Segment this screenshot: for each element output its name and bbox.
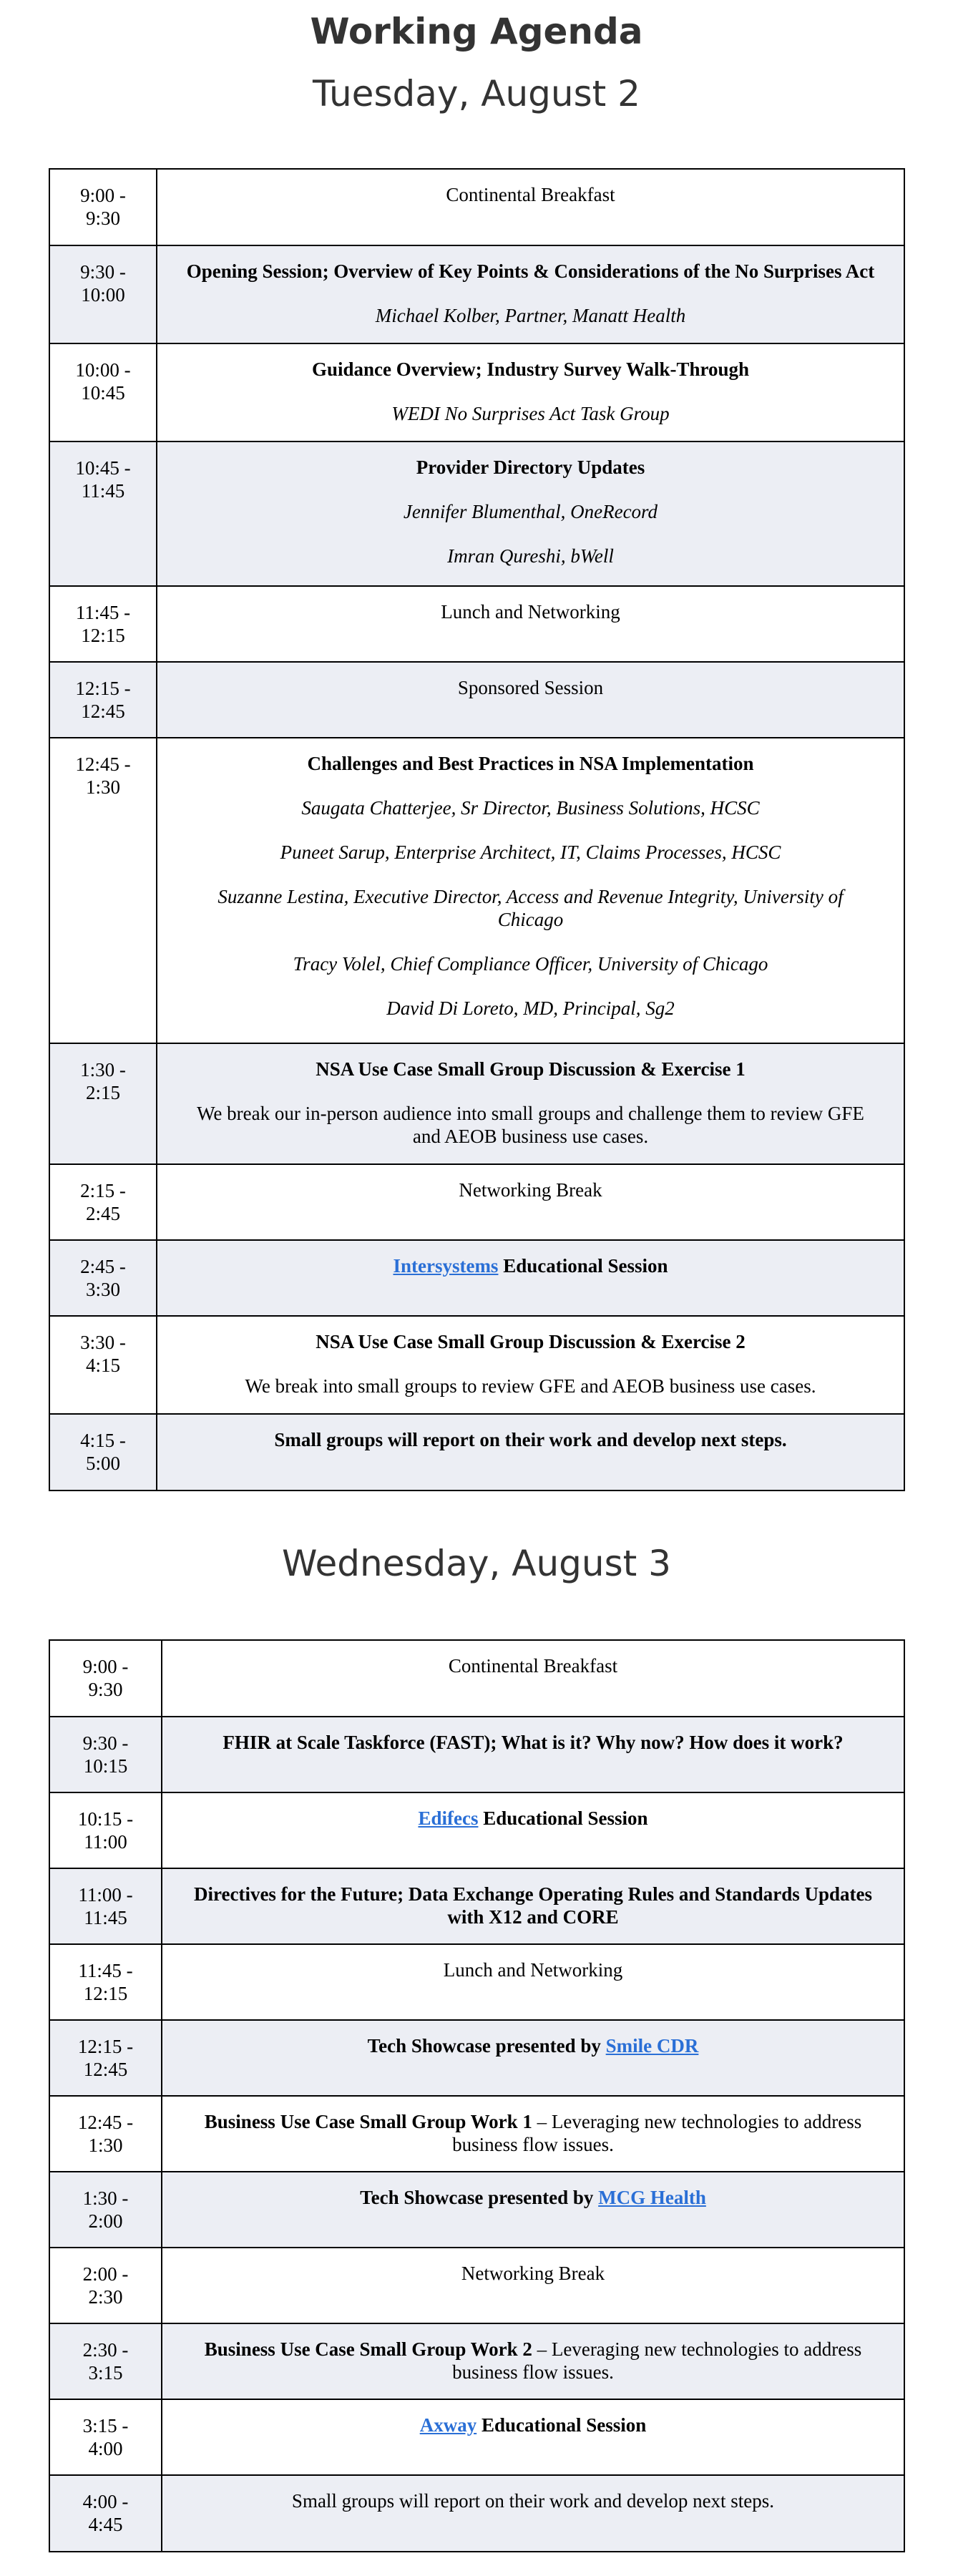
time-cell: 11:45 - 12:15 <box>49 586 157 662</box>
session-title: Small groups will report on their work and develop next steps. <box>291 2490 775 2512</box>
speaker: WEDI No Surprises Act Task Group <box>391 403 670 424</box>
time-cell: 9:00 - 9:30 <box>49 1640 162 1717</box>
session-title: Continental Breakfast <box>448 1655 618 1677</box>
agenda-row <box>49 1640 904 1717</box>
time-cell: 9:00 - 9:30 <box>49 169 157 245</box>
time-cell: 9:30 - 10:00 <box>49 245 157 343</box>
page-title: Working Agenda <box>310 11 643 52</box>
agenda-row <box>49 2248 904 2323</box>
agenda-row <box>49 1944 904 2020</box>
session-cell <box>157 1316 904 1414</box>
agenda-row <box>49 2096 904 2172</box>
session-title: NSA Use Case Small Group Discussion & Exercise 1 <box>316 1058 746 1080</box>
session-cell <box>162 1944 904 2020</box>
session-cell <box>157 1164 904 1240</box>
session-cell <box>157 586 904 662</box>
session-cell <box>162 2475 904 2552</box>
speaker: Tracy Volel, Chief Compliance Officer, University of Chicago <box>293 953 768 975</box>
session-cell <box>162 2020 904 2096</box>
agenda-row <box>49 169 904 245</box>
time-cell: 4:00 - 4:45 <box>49 2475 162 2552</box>
session-title: Business Use Case Small Group Work 1 – Leveraging new technologies to address business flow issues. <box>204 2111 862 2155</box>
agenda-row <box>49 1164 904 1240</box>
agenda-row <box>49 738 904 1043</box>
agenda-row <box>49 1414 904 1491</box>
agenda-row <box>49 662 904 738</box>
time-cell: 2:30 - 3:15 <box>49 2323 162 2399</box>
speaker: Saugata Chatterjee, Sr Director, Business Solutions, HCSC <box>301 797 760 819</box>
session-title: Guidance Overview; Industry Survey Walk-Through <box>311 358 750 380</box>
speaker: Puneet Sarup, Enterprise Architect, IT, Claims Processes, HCSC <box>280 841 781 863</box>
session-title: Intersystems Educational Session <box>393 1255 668 1277</box>
session-cell <box>157 1043 904 1164</box>
time-cell: 12:45 - 1:30 <box>49 738 157 1043</box>
time-cell: 12:45 - 1:30 <box>49 2096 162 2172</box>
agenda-row <box>49 2323 904 2399</box>
time-cell: 2:45 - 3:30 <box>49 1240 157 1316</box>
session-title: Business Use Case Small Group Work 2 – Leveraging new technologies to address business flow issues. <box>204 2338 862 2383</box>
time-cell: 10:00 - 10:45 <box>49 343 157 441</box>
speaker: Imran Qureshi, bWell <box>447 545 614 567</box>
day-heading-tuesday: Tuesday, August 2 <box>313 73 640 114</box>
session-cell <box>157 738 904 1043</box>
agenda-row <box>49 586 904 662</box>
sponsor-link[interactable]: Axway <box>419 2414 477 2436</box>
session-cell <box>157 662 904 738</box>
agenda-row <box>49 1717 904 1792</box>
session-title: Edifecs Educational Session <box>418 1807 648 1829</box>
agenda-row <box>49 2399 904 2475</box>
session-cell <box>162 2248 904 2323</box>
session-title: Lunch and Networking <box>441 601 620 623</box>
session-title: Tech Showcase presented by Smile CDR <box>367 2035 699 2057</box>
time-cell: 3:30 - 4:15 <box>49 1316 157 1414</box>
time-cell: 11:00 - 11:45 <box>49 1868 162 1944</box>
session-title: NSA Use Case Small Group Discussion & Exercise 2 <box>316 1331 746 1352</box>
sponsor-link[interactable]: MCG Health <box>598 2187 706 2208</box>
session-title: Provider Directory Updates <box>416 457 645 478</box>
session-cell <box>157 441 904 586</box>
session-cell <box>157 1240 904 1316</box>
time-cell: 10:15 - 11:00 <box>49 1792 162 1868</box>
agenda-row <box>49 343 904 441</box>
agenda-table-tuesday <box>49 168 905 1491</box>
session-cell <box>157 245 904 343</box>
sponsor-link[interactable]: Smile CDR <box>605 2035 699 2057</box>
time-cell: 1:30 - 2:00 <box>49 2172 162 2248</box>
agenda-row <box>49 1316 904 1414</box>
speaker: Jennifer Blumenthal, OneRecord <box>403 501 658 522</box>
session-cell <box>162 2096 904 2172</box>
session-title: Axway Educational Session <box>419 2414 647 2436</box>
session-cell <box>162 1640 904 1717</box>
agenda-table-wednesday <box>49 1639 905 2552</box>
session-cell <box>162 1792 904 1868</box>
session-cell <box>162 2399 904 2475</box>
speaker: Suzanne Lestina, Executive Director, Access and Revenue Integrity, University of Chicago <box>218 886 844 930</box>
time-cell: 12:15 - 12:45 <box>49 662 157 738</box>
time-cell: 12:15 - 12:45 <box>49 2020 162 2096</box>
time-cell: 11:45 - 12:15 <box>49 1944 162 2020</box>
session-title: Directives for the Future; Data Exchange Operating Rules and Standards Updates with X12 and CORE <box>193 1883 872 1928</box>
agenda-row <box>49 1043 904 1164</box>
session-cell <box>162 2323 904 2399</box>
sponsor-link[interactable]: Edifecs <box>418 1807 479 1829</box>
agenda-row <box>49 2172 904 2248</box>
session-title: Challenges and Best Practices in NSA Implementation <box>307 753 754 774</box>
session-title: Tech Showcase presented by MCG Health <box>360 2187 706 2208</box>
agenda-row <box>49 245 904 343</box>
session-cell <box>157 1414 904 1491</box>
session-description: We break into small groups to review GFE and AEOB business use cases. <box>245 1375 816 1397</box>
time-cell: 9:30 - 10:15 <box>49 1717 162 1792</box>
session-title: Networking Break <box>459 1179 602 1201</box>
time-cell: 3:15 - 4:00 <box>49 2399 162 2475</box>
session-cell <box>162 1868 904 1944</box>
session-cell <box>157 169 904 245</box>
speaker: Michael Kolber, Partner, Manatt Health <box>375 305 686 326</box>
session-description: We break our in-person audience into small groups and challenge them to review GFE and AEOB business use cases. <box>197 1103 864 1147</box>
day-heading-wednesday: Wednesday, August 3 <box>282 1543 671 1584</box>
session-title: FHIR at Scale Taskforce (FAST); What is it? Why now? How does it work? <box>223 1732 844 1753</box>
session-cell <box>157 343 904 441</box>
agenda-row <box>49 1868 904 1944</box>
time-cell: 4:15 - 5:00 <box>49 1414 157 1491</box>
session-title: Lunch and Networking <box>443 1959 623 1981</box>
agenda-row <box>49 2475 904 2552</box>
agenda-row <box>49 1792 904 1868</box>
session-title: Opening Session; Overview of Key Points & Considerations of the No Surprises Act <box>186 260 875 282</box>
session-title: Continental Breakfast <box>446 184 615 205</box>
session-cell <box>162 1717 904 1792</box>
sponsor-link[interactable]: Intersystems <box>393 1255 499 1277</box>
session-title: Sponsored Session <box>457 677 604 698</box>
session-cell <box>162 2172 904 2248</box>
time-cell: 2:15 - 2:45 <box>49 1164 157 1240</box>
agenda-row <box>49 2020 904 2096</box>
agenda-row <box>49 1240 904 1316</box>
time-cell: 2:00 - 2:30 <box>49 2248 162 2323</box>
session-title: Networking Break <box>461 2263 605 2284</box>
speaker: David Di Loreto, MD, Principal, Sg2 <box>386 997 675 1019</box>
agenda-row <box>49 441 904 586</box>
time-cell: 1:30 - 2:15 <box>49 1043 157 1164</box>
time-cell: 10:45 - 11:45 <box>49 441 157 586</box>
session-title: Small groups will report on their work and develop next steps. <box>274 1429 787 1450</box>
